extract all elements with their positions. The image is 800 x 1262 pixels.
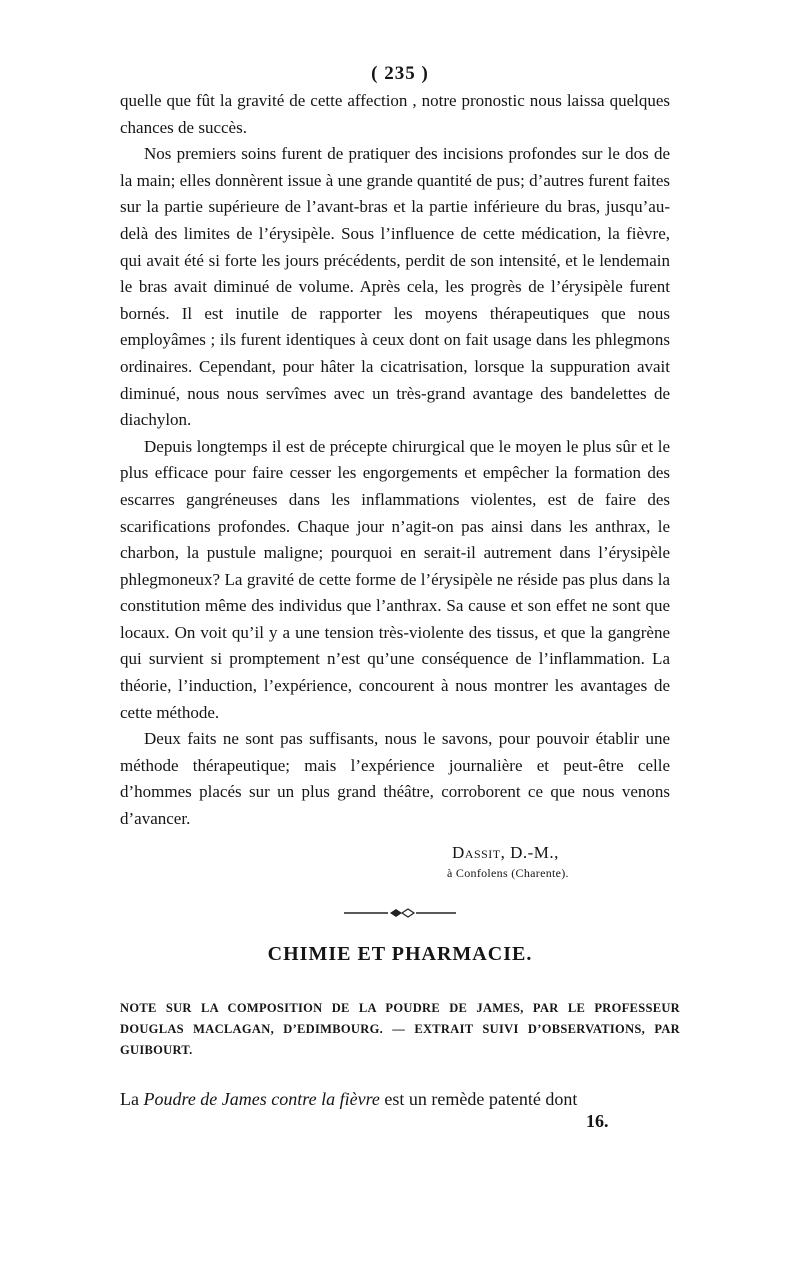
paragraph-precept: Depuis longtemps il est de précepte chirurgical que le moyen le plus sûr et le plus efficace pour faire cesser les engorgements et empêcher la formation des escarres gangréneuses dans les inflammations violentes, est de faire des scarifications profondes. Chaque jour n’agit-on pas ainsi dans les anthrax, le charbon, la pustule maligne; pourquoi en serait-il autrement dans l’érysipèle phlegmoneux? La gravité de cette forme de l’érysipèle ne réside pas plus dans la constitution même des individus que l’anthrax. Sa cause et son effet ne sont que locaux. On voit qu’il y a une tension très-violente des tissus, et que la gangrène qui survient si promptement n’est qu’une conséquence de l’inflammation. La théorie, l’induction, l’expérience, concourent à nous montrer les avantages de cette méthode. bbox=[120, 436, 670, 722]
page-number: ( 235 ) bbox=[371, 63, 429, 84]
author-signature: Dassit, D.-M., bbox=[452, 843, 559, 862]
paragraph-conclusion: Deux faits ne sont pas suffisants, nous le savons, pour pouvoir établir une méthode thérapeutique; mais l’expérience journalière et peut-être celle d’hommes placés sur un plus grand théâtre, corroborent ce que nous venons d’avancer. bbox=[120, 729, 670, 829]
author-location: à Confolens (Charente). bbox=[447, 866, 569, 880]
section-title: CHIMIE ET PHARMACIE. bbox=[267, 943, 533, 965]
note-first-line-end: est un remède patenté dont bbox=[379, 1089, 578, 1109]
article-body bbox=[120, 88, 670, 833]
note-first-line-start: La bbox=[120, 1089, 144, 1109]
sheet-signature-number: 16. bbox=[586, 1111, 609, 1131]
note-remedy-name: Poudre de James contre la fièvre bbox=[143, 1089, 380, 1109]
ornament-divider bbox=[340, 906, 460, 920]
paragraph-treatment: Nos premiers soins furent de pratiquer des incisions profondes sur le dos de la main; elles donnèrent issue à une grande quantité de pus; d’autres furent faites sur la partie supérieure de l’avant-bras et la partie inférieure du bras, jusqu’au-delà des limites de l’érysipèle. Sous l’influence de cette médication, la fièvre, qui avait été si forte les jours précédents, perdit de son intensité, et le lendemain le bras avait diminué de volume. Après cela, les progrès de l’érysipèle furent bornés. Il est inutile de rapporter les moyens thérapeutiques que nous employâmes ; ils furent identiques à ceux dont on fait usage dans les phlegmons ordinaires. Cependant, pour hâter la cicatrisation, lorsque la suppuration avait diminué, nous nous servîmes avec un très-grand avantage des bandelettes de diachylon. bbox=[120, 144, 670, 430]
note-first-line bbox=[120, 1086, 680, 1112]
note-heading: NOTE SUR LA COMPOSITION DE LA POUDRE DE JAMES, PAR LE PROFESSEUR DOUGLAS MACLAGAN, D’EDIMBOURG. — EXTRAIT SUIVI D’OBSERVATIONS, PAR GUIBOURT. bbox=[120, 1001, 680, 1057]
paragraph-continuation: quelle que fût la gravité de cette affection , notre pronostic nous laissa quelques chances de succès. bbox=[120, 91, 670, 137]
